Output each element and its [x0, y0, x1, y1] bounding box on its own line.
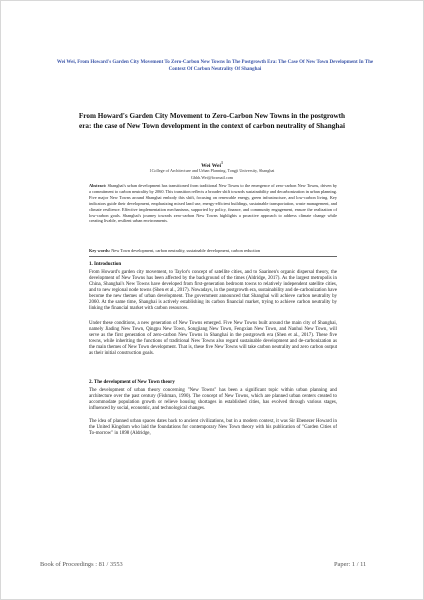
paragraph: The idea of planned urban spaces dates back to ancient civilizations, but in a modern context, it was Sir Ebenezer Howard in the United Kingdom who laid the foundations for contemporary New Town theory with his publication of "Garden Cities of To-morrow" in 1898 (Aldridge, — [89, 419, 337, 437]
running-header: Wei Wei, From Howard's Garden City Movement To Zero-Carbon New Towns In The Postgrowth Era: The Case Of New Town Development In The Context Of Carbon Neutrality Of Shanghai — [56, 60, 374, 72]
author-affiliation: 1College of Architecture and Urban Planning, Tongji University, Shanghai — [149, 168, 275, 173]
keywords-label: Key words: — [89, 248, 111, 253]
paper-title: From Howard's Garden City Movement to Zero-Carbon New Towns in the postgrowth era: the case of New Town development in the context of carbon neutrality of Shanghai — [78, 112, 346, 130]
abstract-label: Abstract: — [89, 183, 107, 188]
footer-proceedings-page: Book of Proceedings : 81 / 3553 — [40, 561, 123, 568]
abstract-divider — [89, 256, 337, 257]
author-name-text: Wei Wei — [201, 162, 222, 169]
paragraph: From Howard's garden city movement, to Taylor's concept of satellite cities, and to Saarinen's organic dispersal theory, the development of New Towns has been affected by the background of the times (Aldridge, 2017). As the largest metropolis in China, Shanghai's New Towns have developed from first-generation bedroom towns to relatively independent satellite cities, and to new regional node towns (Shen et al., 2017). Nowadays, in the postgrowth era, sustainability and de-carbonization have become the new themes of urban development. The government announced that Shanghai will achieve carbon neutrality by 2060. At the same time, Shanghai is actively establishing its carbon financial market, trying to achieve carbon neutrality by linking the financial market with carbon resources. — [89, 270, 337, 312]
paragraph: Under these conditions, a new generation of New Towns emerged. Five New Towns built around the main city of Shanghai, namely Jiading New Town, Qingpu New Town, Songjiang New Town, Fengxian New Town, and Nanhui New Town, will serve as the first generation of zero-carbon New Towns in Shanghai in the postgrowth era (Shen et al., 2017). These five towns, while inheriting the functions of traditional New Towns also regard sustainable development and de-carbonization as the main themes of New Town development. That is, these five New Towns will take carbon neutrality and zero carbon output as their initial construction goals. — [89, 321, 337, 357]
keywords — [89, 248, 337, 254]
keywords-text: New Town development, carbon neutrality, sustainable development, carbon reduction — [110, 248, 261, 253]
section-heading-new-town-theory: 2. The development of New Town theory — [89, 380, 175, 385]
author-email: Gbhh.Wei@foxmail.com — [190, 175, 234, 180]
author-affiliation-marker: 1 — [221, 161, 223, 165]
abstract — [89, 183, 337, 224]
paragraph: The development of urban theory concerning "New Towns" has been a significant topic within urban planning and architecture over the past century (Fishman, 1990). The concept of New Towns, which are planned urban centers created to accommodate population growth or relieve housing shortages in established cities, has evolved through various stages, influenced by social, economic, and technological changes. — [89, 388, 337, 412]
abstract-text: Shanghai's urban development has transitioned from traditional New Towns to the emergence of zero-carbon New Towns, driven by a commitment to carbon neutrality by 2060. This transition reflects a broader shift towards sustainability and decarbonization in urban planning. Five major New Towns around Shanghai embody this shift, focusing on renewable energy, green infrastructure, and low-carbon living. Key indicators guide their development, emphasizing mixed land use, energy-efficient buildings, sustainable transportation, waste management, and climate resilience. Effective implementation mechanisms, supported by policy, finance, and community engagement, ensure the realization of low-carbon goals. Shanghai's journey towards zero-carbon New Towns highlights a proactive approach to address climate change while creating livable, resilient urban environments. — [89, 183, 338, 224]
section-heading-introduction: 1. Introduction — [89, 262, 122, 267]
footer-paper-page: Paper: 1 / 11 — [334, 561, 367, 568]
